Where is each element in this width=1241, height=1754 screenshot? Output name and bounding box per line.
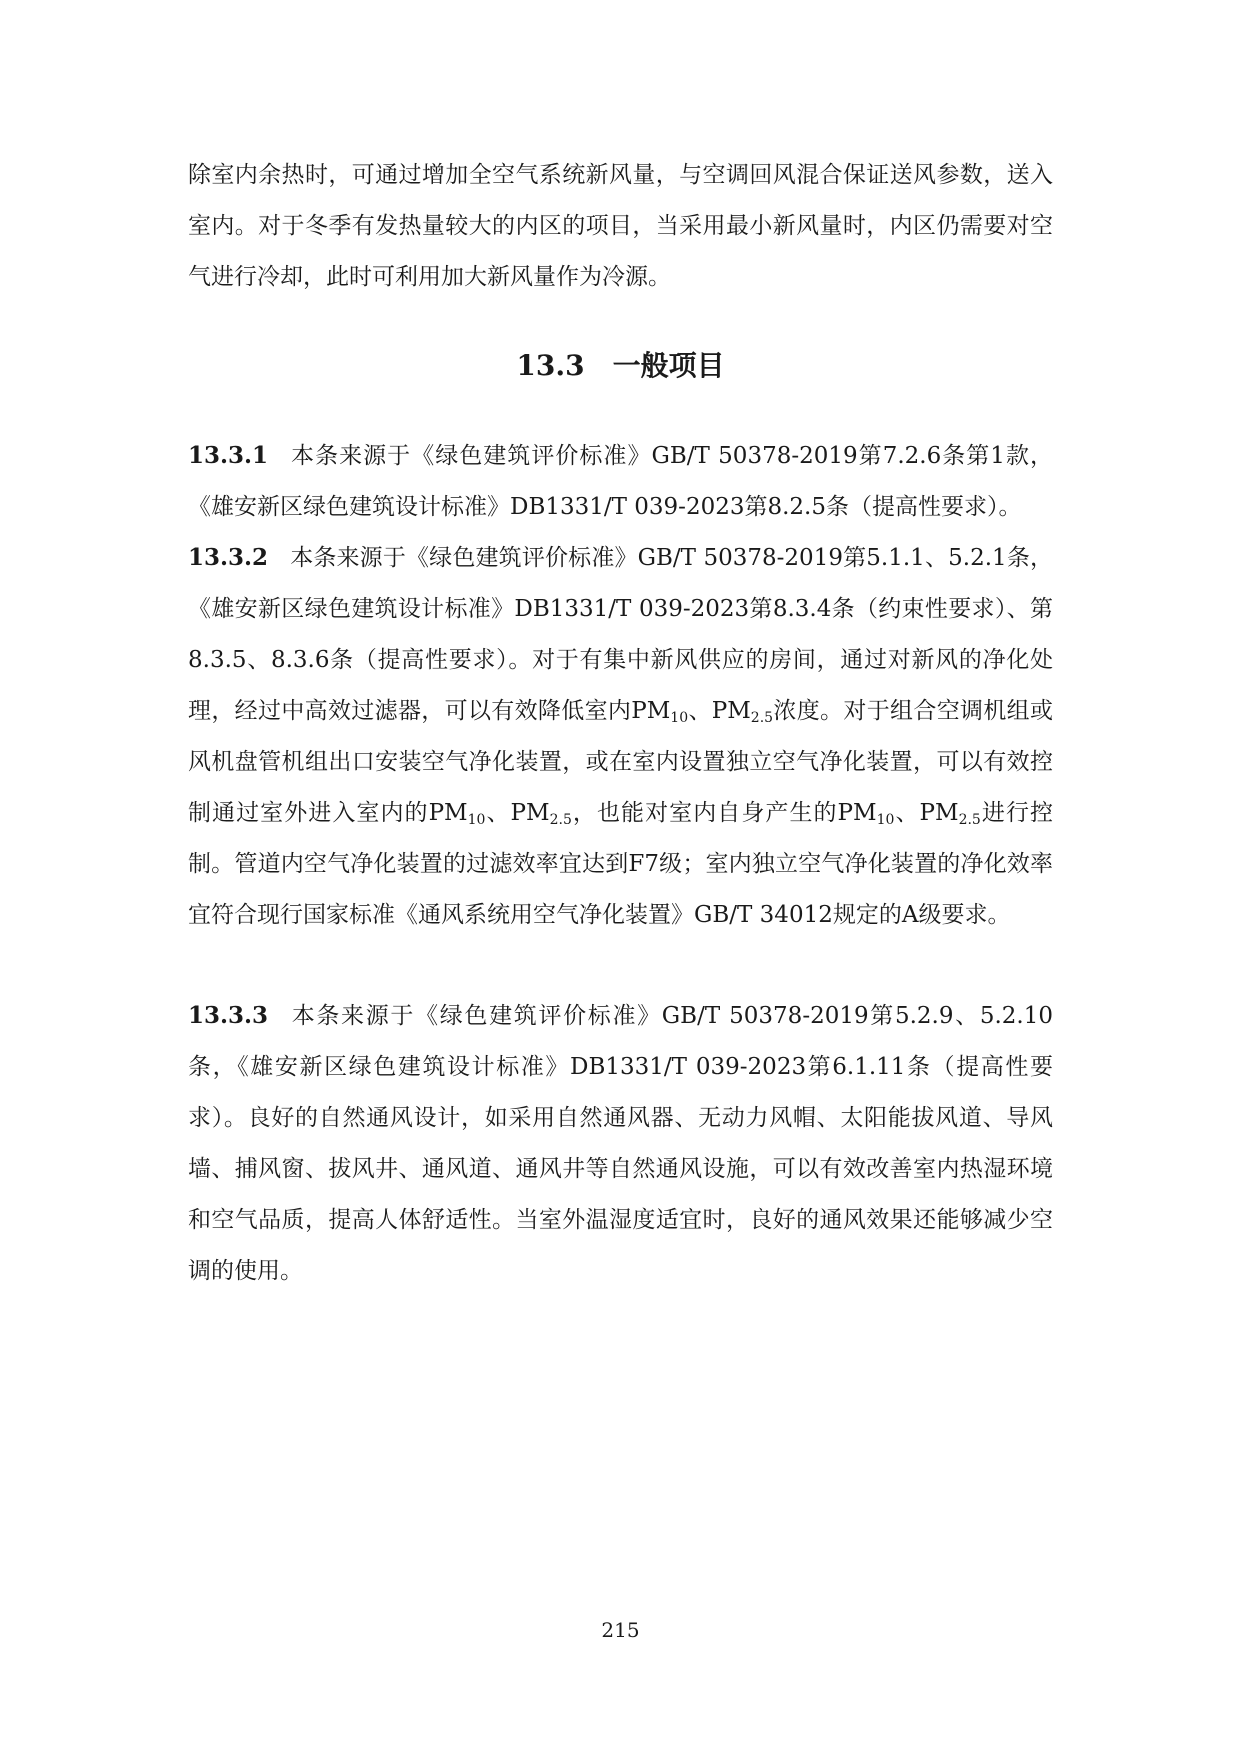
- clause-number: 13.3.2: [188, 544, 269, 571]
- subscript: 2.5: [958, 812, 981, 828]
- clause-text: 本条来源于《绿色建筑评价标准》GB/T 50378-2019第5.2.9、5.2.10条，《雄安新区绿色建筑设计标准》DB1331/T 039-2023第6.1.11条（提高性要求）。良好的自然通风设计，如采用自然通风器、无动力风帽、太阳能拔风道、导风墙、捕风窗、拔风井、通风道、通风井等自然通风设施，可以有效改善室内热湿环境和空气品质，提高人体舒适性。当室外温湿度适宜时，良好的通风效果还能够减少空调的使用。: [188, 1003, 1053, 1284]
- clause-text: ，也能对室内自身产生的PM: [571, 800, 877, 826]
- subscript: 2.5: [549, 812, 572, 828]
- clause-text: 本条来源于《绿色建筑评价标准》GB/T 50378-2019第5.1.1、5.2.1条，《雄安新区绿色建筑设计标准》DB1331/T 039-2023第8.3.4条（约束性要求）、第8.3.5、8.3.6条（提高性要求）。对于有集中新风供应的房间，通过对新风的净化处理，经过中高效过滤器，可以有效降低室内PM: [188, 545, 1053, 724]
- clause-text: 浓度。对于组合空调机组或风机盘管机组出口安装空气净化装置，或在室内设置独立空气净化装置，可以有效控制通过室外进入室内的PM: [188, 698, 1054, 826]
- section-heading: [0, 346, 1241, 386]
- clause-number: 13.3.3: [188, 1002, 269, 1029]
- clause-text: 、PM: [688, 698, 751, 724]
- clause-13-3-2: [188, 532, 1053, 941]
- page-number: 215: [601, 1618, 640, 1642]
- clause-text: 、PM: [894, 800, 959, 826]
- clause-13-3-1: [188, 430, 1053, 533]
- continuation-paragraph: 除室内余热时，可通过增加全空气系统新风量，与空调回风混合保证送风参数，送入室内。对于冬季有发热量较大的内区的项目，当采用最小新风量时，内区仍需要对空气进行冷却，此时可利用加大新风量作为冷源。: [188, 162, 1053, 290]
- section-title: 一般项目: [612, 349, 725, 382]
- subscript: 10: [467, 812, 486, 828]
- clause-text: 、PM: [485, 800, 550, 826]
- subscript: 10: [670, 710, 689, 726]
- subscript: 2.5: [750, 710, 774, 726]
- clause-text: 本条来源于《绿色建筑评价标准》GB/T 50378-2019第7.2.6条第1款，《雄安新区绿色建筑设计标准》DB1331/T 039-2023第8.2.5条（提高性要求）。: [188, 443, 1053, 520]
- subscript: 10: [876, 812, 895, 828]
- clause-text: 进行控制。管道内空气净化装置的过滤效率宜达到F7级；室内独立空气净化装置的净化效率宜符合现行国家标准《通风系统用空气净化装置》GB/T 34012规定的A级要求。: [188, 800, 1054, 928]
- section-number: 13.3: [516, 349, 585, 382]
- clause-number: 13.3.1: [188, 442, 269, 469]
- clause-13-3-3: [188, 990, 1053, 1297]
